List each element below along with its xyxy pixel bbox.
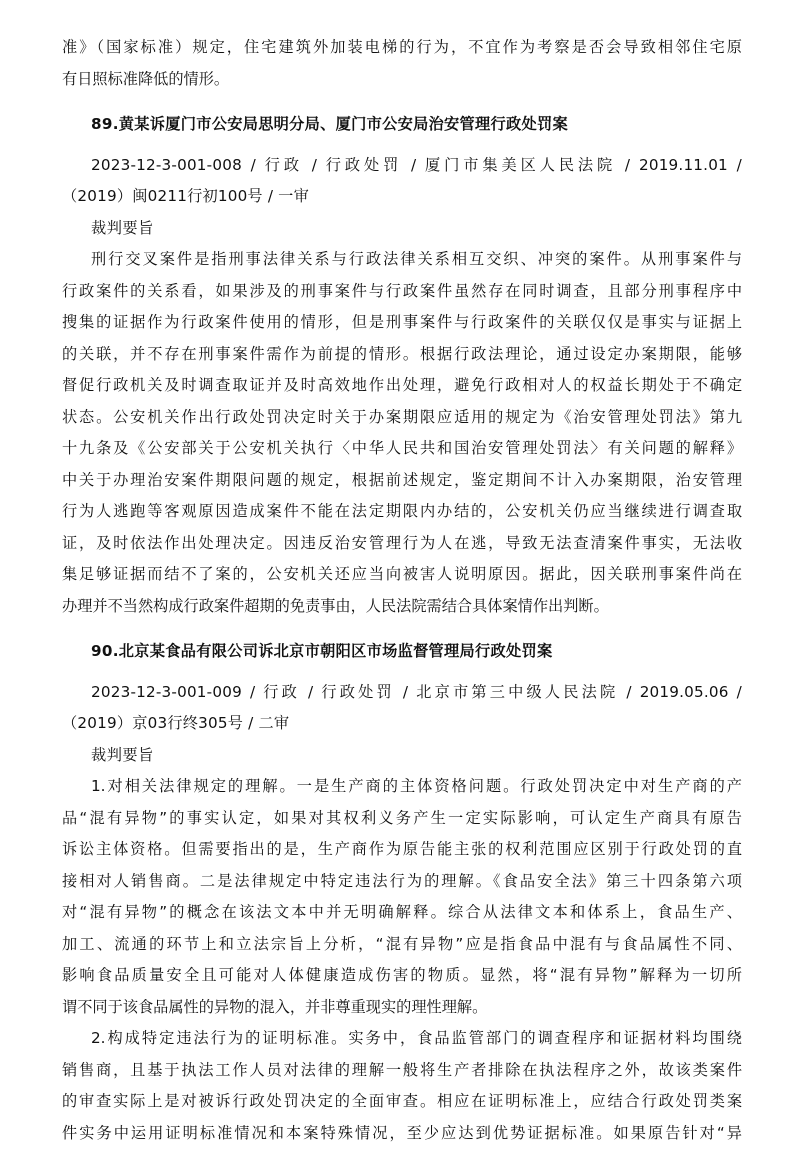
case-89-meta-line: 2023-12-3-001-008 / 行政 / 行政处罚 / 厦门市集美区人民法院 / 2019.11.01 /: [62, 150, 742, 182]
case-89-body-line: 集足够证据而结不了案的，公安机关还应当向被害人说明原因。据此，因关联刑事案件尚在: [62, 559, 742, 591]
case-90-meta-line: （2019）京03行终305号 / 二审: [62, 708, 742, 740]
document-page: [62, 32, 742, 1149]
case-89-title: 89.黄某诉厦门市公安局思明分局、厦门市公安局治安管理行政处罚案: [62, 109, 742, 141]
intro-line: 有日照标准降低的情形。: [62, 64, 742, 96]
case-89-body-line: 督促行政机关及时调查取证并及时高效地作出处理，避免行政相对人的权益长期处于不确定: [62, 370, 742, 402]
case-89-body-line: 证，及时依法作出处理决定。因违反治安管理行为人在逃，导致无法查清案件事实，无法收: [62, 528, 742, 560]
case-90-body-line: 接相对人销售商。二是法律规定中特定违法行为的理解。《食品安全法》第三十四条第六项: [62, 866, 742, 898]
case-90-body-line: 诉讼主体资格。但需要指出的是，生产商作为原告能主张的权利范围应区别于行政处罚的直: [62, 834, 742, 866]
case-89-summary-label: 裁判要旨: [62, 213, 742, 245]
case-90-title: 90.北京某食品有限公司诉北京市朝阳区市场监督管理局行政处罚案: [62, 636, 742, 668]
case-90-body-line: 2.构成特定违法行为的证明标准。实务中，食品监管部门的调查程序和证据材料均围绕: [62, 1023, 742, 1055]
case-89-body-line: 搜集的证据作为行政案件使用的情形，但是刑事案件与行政案件的关联仅仅是事实与证据上: [62, 307, 742, 339]
case-89-body-line: 行政案件的关系看，如果涉及的刑事案件与行政案件虽然存在同时调查，且部分刑事程序中: [62, 276, 742, 308]
case-90-body-line: 销售商，且基于执法工作人员对法律的理解一般将生产者排除在执法程序之外，故该类案件: [62, 1055, 742, 1087]
case-90-meta-line: 2023-12-3-001-009 / 行政 / 行政处罚 / 北京市第三中级人民法院 / 2019.05.06 /: [62, 677, 742, 709]
case-90-body-line: 的审查实际上是对被诉行政处罚决定的全面审查。相应在证明标准上，应结合行政处罚类案: [62, 1086, 742, 1118]
case-90-body-line: 对“混有异物”的概念在该法文本中并无明确解释。综合从法律文本和体系上，食品生产、: [62, 897, 742, 929]
intro-line: 准》（国家标准）规定，住宅建筑外加装电梯的行为，不宜作为考察是否会导致相邻住宅原: [62, 32, 742, 64]
case-89-meta-line: （2019）闽0211行初100号 / 一审: [62, 181, 742, 213]
case-89-body-line: 行为人逃跑等客观原因造成案件不能在法定期限内办结的，公安机关仍应当继续进行调查取: [62, 496, 742, 528]
case-90-body-line: 件实务中运用证明标准情况和本案特殊情况，至少应达到优势证据标准。如果原告针对“异: [62, 1118, 742, 1149]
case-89-body-line: 中关于办理治安案件期限问题的规定，根据前述规定，鉴定期间不计入办案期限，治安管理: [62, 465, 742, 497]
case-90-body-line: 1.对相关法律规定的理解。一是生产商的主体资格问题。行政处罚决定中对生产商的产: [62, 771, 742, 803]
case-89-body-line: 状态。公安机关作出行政处罚决定时关于办案期限应适用的规定为《治安管理处罚法》第九: [62, 402, 742, 434]
case-89-body-line: 刑行交叉案件是指刑事法律关系与行政法律关系相互交织、冲突的案件。从刑事案件与: [62, 244, 742, 276]
case-90-body-line: 加工、流通的环节上和立法宗旨上分析，“混有异物”应是指食品中混有与食品属性不同、: [62, 929, 742, 961]
case-89-body-line: 办理并不当然构成行政案件超期的免责事由，人民法院需结合具体案情作出判断。: [62, 591, 742, 623]
case-90-body-line: 影响食品质量安全且可能对人体健康造成伤害的物质。显然，将“混有异物”解释为一切所: [62, 960, 742, 992]
case-90-body-line: 谓不同于该食品属性的异物的混入，并非尊重现实的理性理解。: [62, 992, 742, 1024]
case-90-summary-label: 裁判要旨: [62, 740, 742, 772]
case-89-body-line: 十九条及《公安部关于公安机关执行〈中华人民共和国治安管理处罚法〉有关问题的解释》: [62, 433, 742, 465]
case-90-body-line: 品“混有异物”的事实认定，如果对其权利义务产生一定实际影响，可认定生产商具有原告: [62, 803, 742, 835]
case-89-body-line: 的关联，并不存在刑事案件需作为前提的情形。根据行政法理论，通过设定办案期限，能够: [62, 339, 742, 371]
